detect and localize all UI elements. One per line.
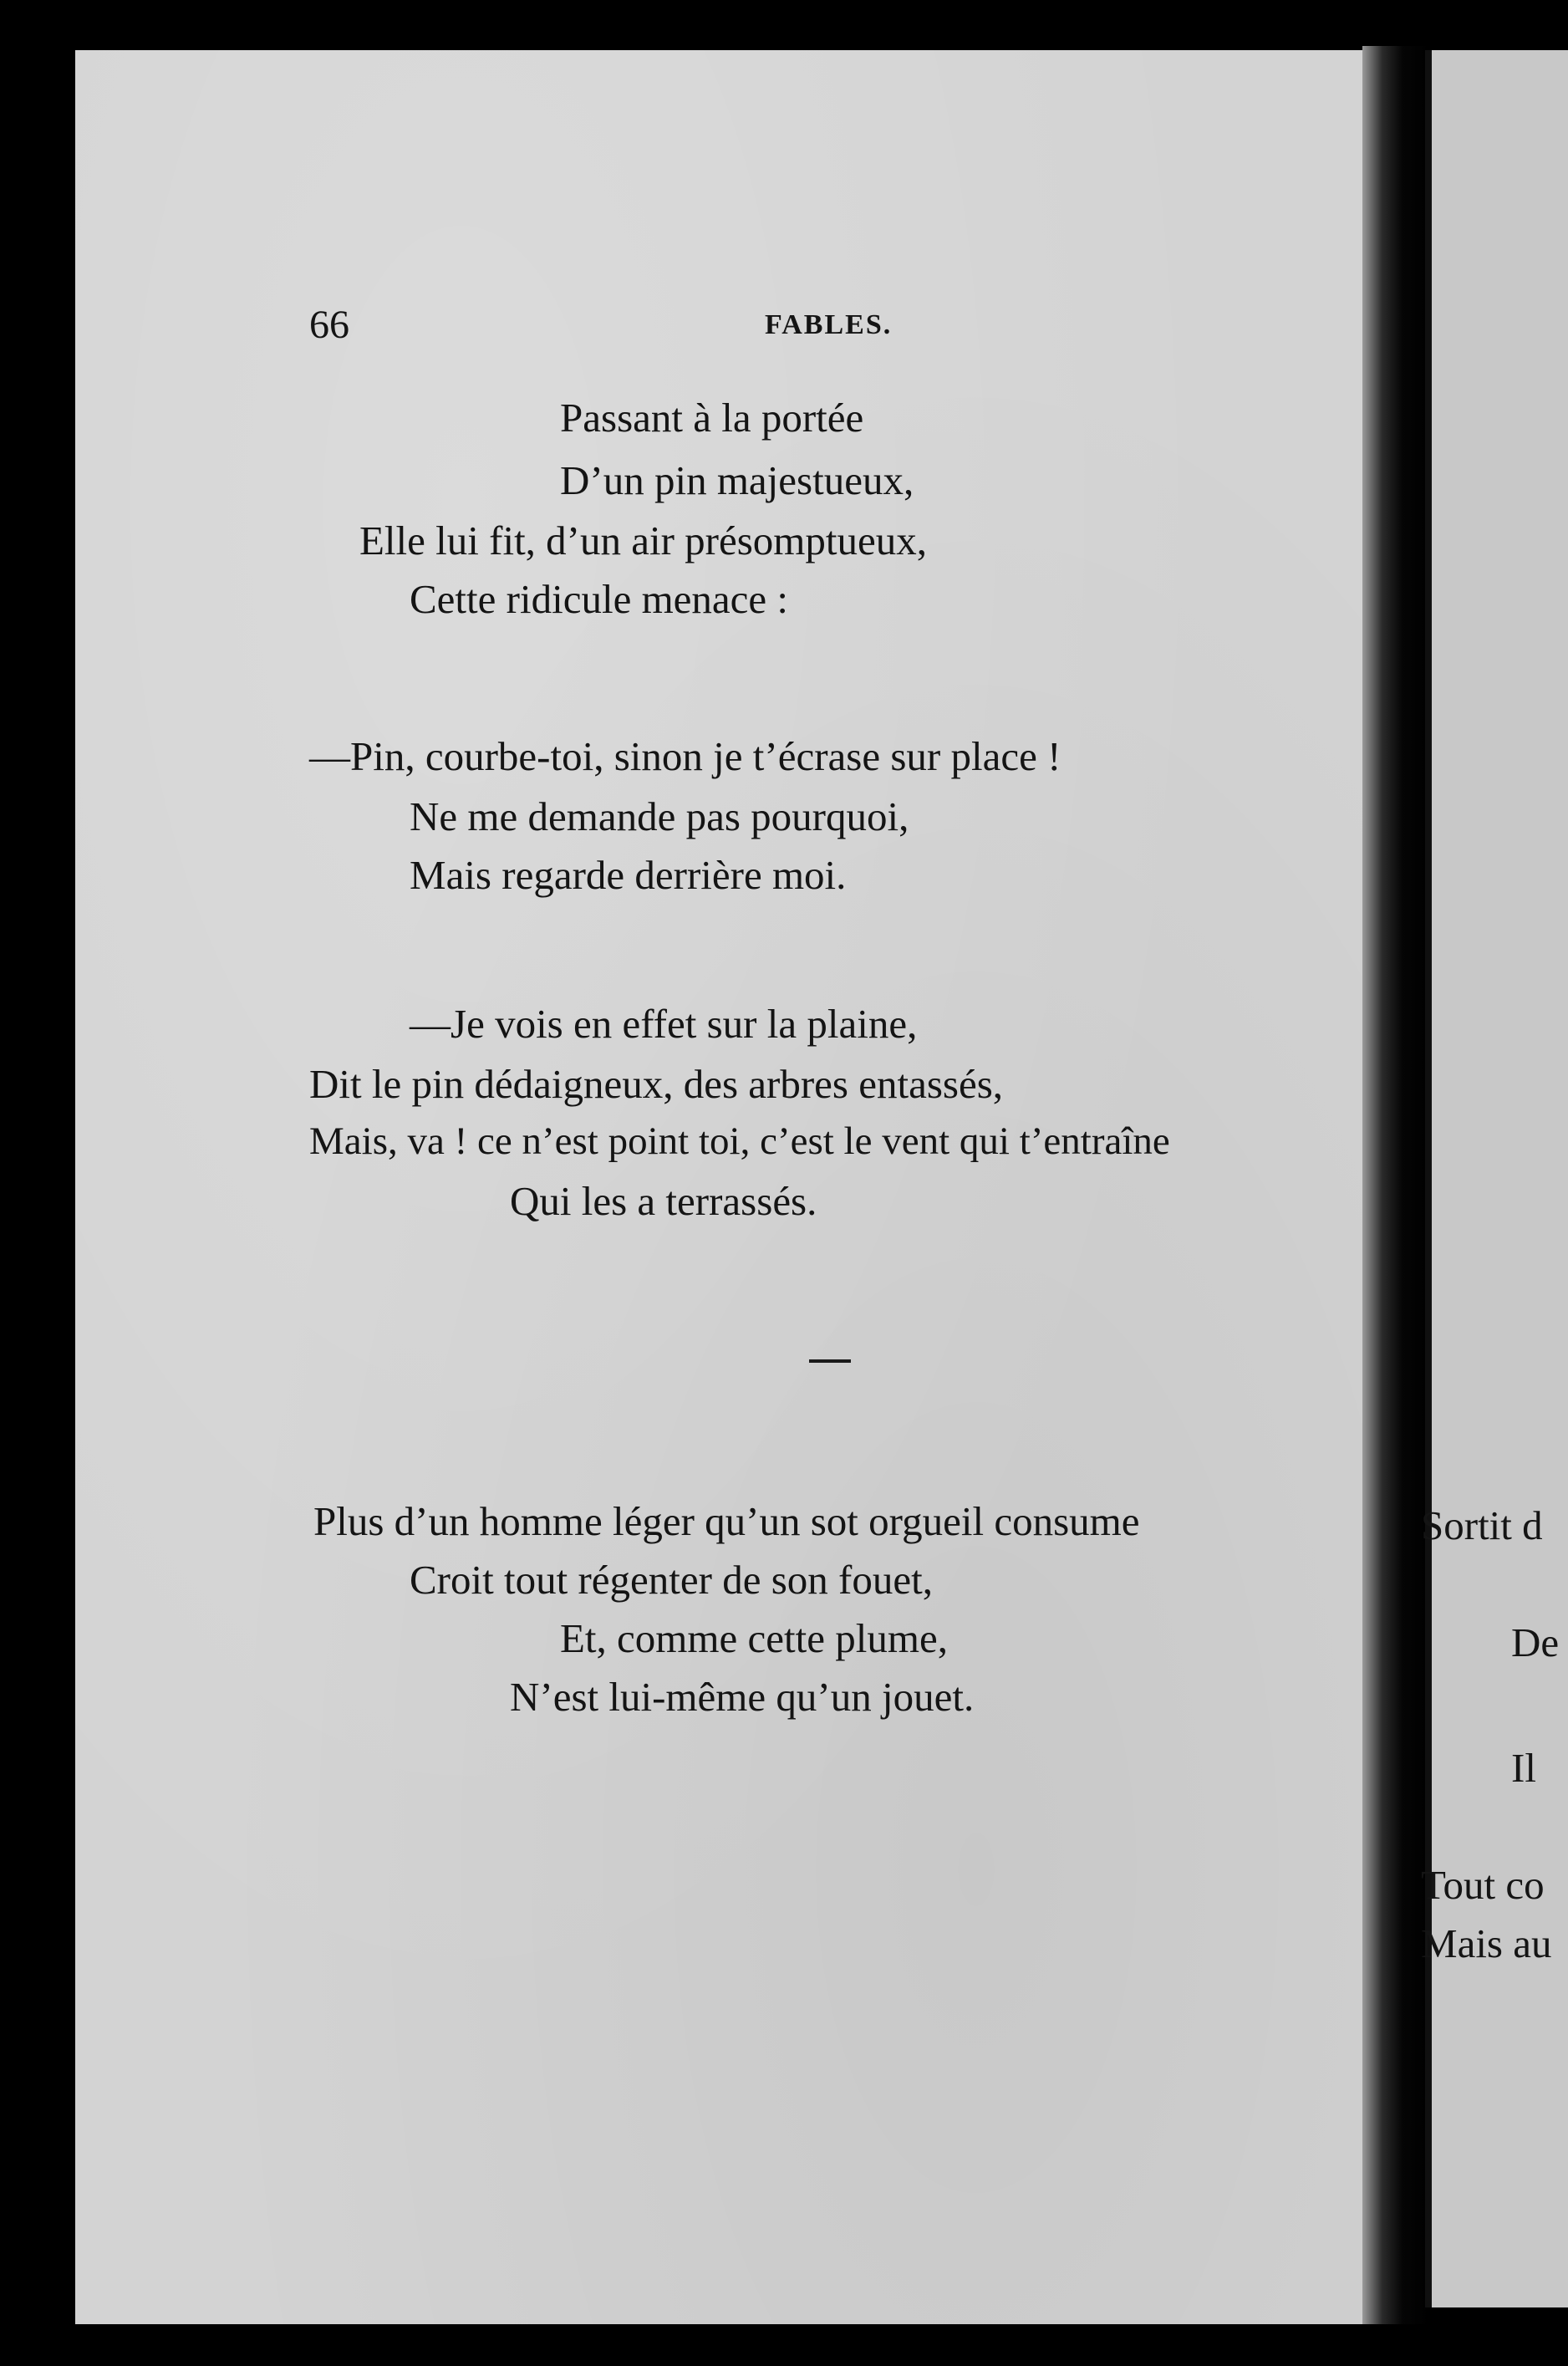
page-number: 66	[309, 303, 349, 347]
verse-line: D’un pin majestueux,	[560, 457, 914, 503]
verse-line: Elle lui fit, d’un air présomptueux,	[359, 518, 928, 563]
verse-line: Mais, va ! ce n’est point toi, c’est le vent qui t’entraîne	[309, 1119, 1170, 1163]
next-page-fragment: De	[1511, 1619, 1560, 1665]
verse-line: Qui les a terrassés.	[510, 1178, 817, 1224]
moral-line: Et, comme cette plume,	[560, 1615, 948, 1661]
verse-line: Ne me demande pas pourquoi,	[410, 793, 909, 839]
moral-line: N’est lui-même qu’un jouet.	[510, 1674, 975, 1720]
next-page-fragment: Tout co	[1421, 1862, 1545, 1908]
next-page-fragment: Il	[1511, 1745, 1536, 1791]
running-title: FABLES.	[765, 309, 893, 340]
moral-line: Croit tout régenter de son fouet,	[410, 1557, 933, 1603]
book-gutter-shadow	[1362, 46, 1429, 2324]
moral-line: Plus d’un homme léger qu’un sot orgueil consume	[313, 1498, 1140, 1544]
show-through-bleed	[635, 1338, 652, 1354]
verse-line: Dit le pin dédaigneux, des arbres entassés,	[309, 1061, 1004, 1107]
verse-line: —Je vois en effet sur la plaine,	[410, 1001, 918, 1047]
verse-line: Passant à la portée	[560, 395, 864, 441]
section-separator	[809, 1359, 851, 1363]
verse-line: Mais regarde derrière moi.	[410, 852, 847, 898]
verse-line: —Pin, courbe-toi, sinon je t’écrase sur place !	[309, 733, 1061, 779]
verse-line: Cette ridicule menace :	[410, 576, 789, 622]
next-page-fragment: Mais au	[1421, 1920, 1552, 1966]
next-page-fragment: Sortit d	[1421, 1502, 1543, 1548]
book-page-right-edge	[1425, 50, 1568, 2307]
page-edge-line	[1425, 50, 1432, 2307]
